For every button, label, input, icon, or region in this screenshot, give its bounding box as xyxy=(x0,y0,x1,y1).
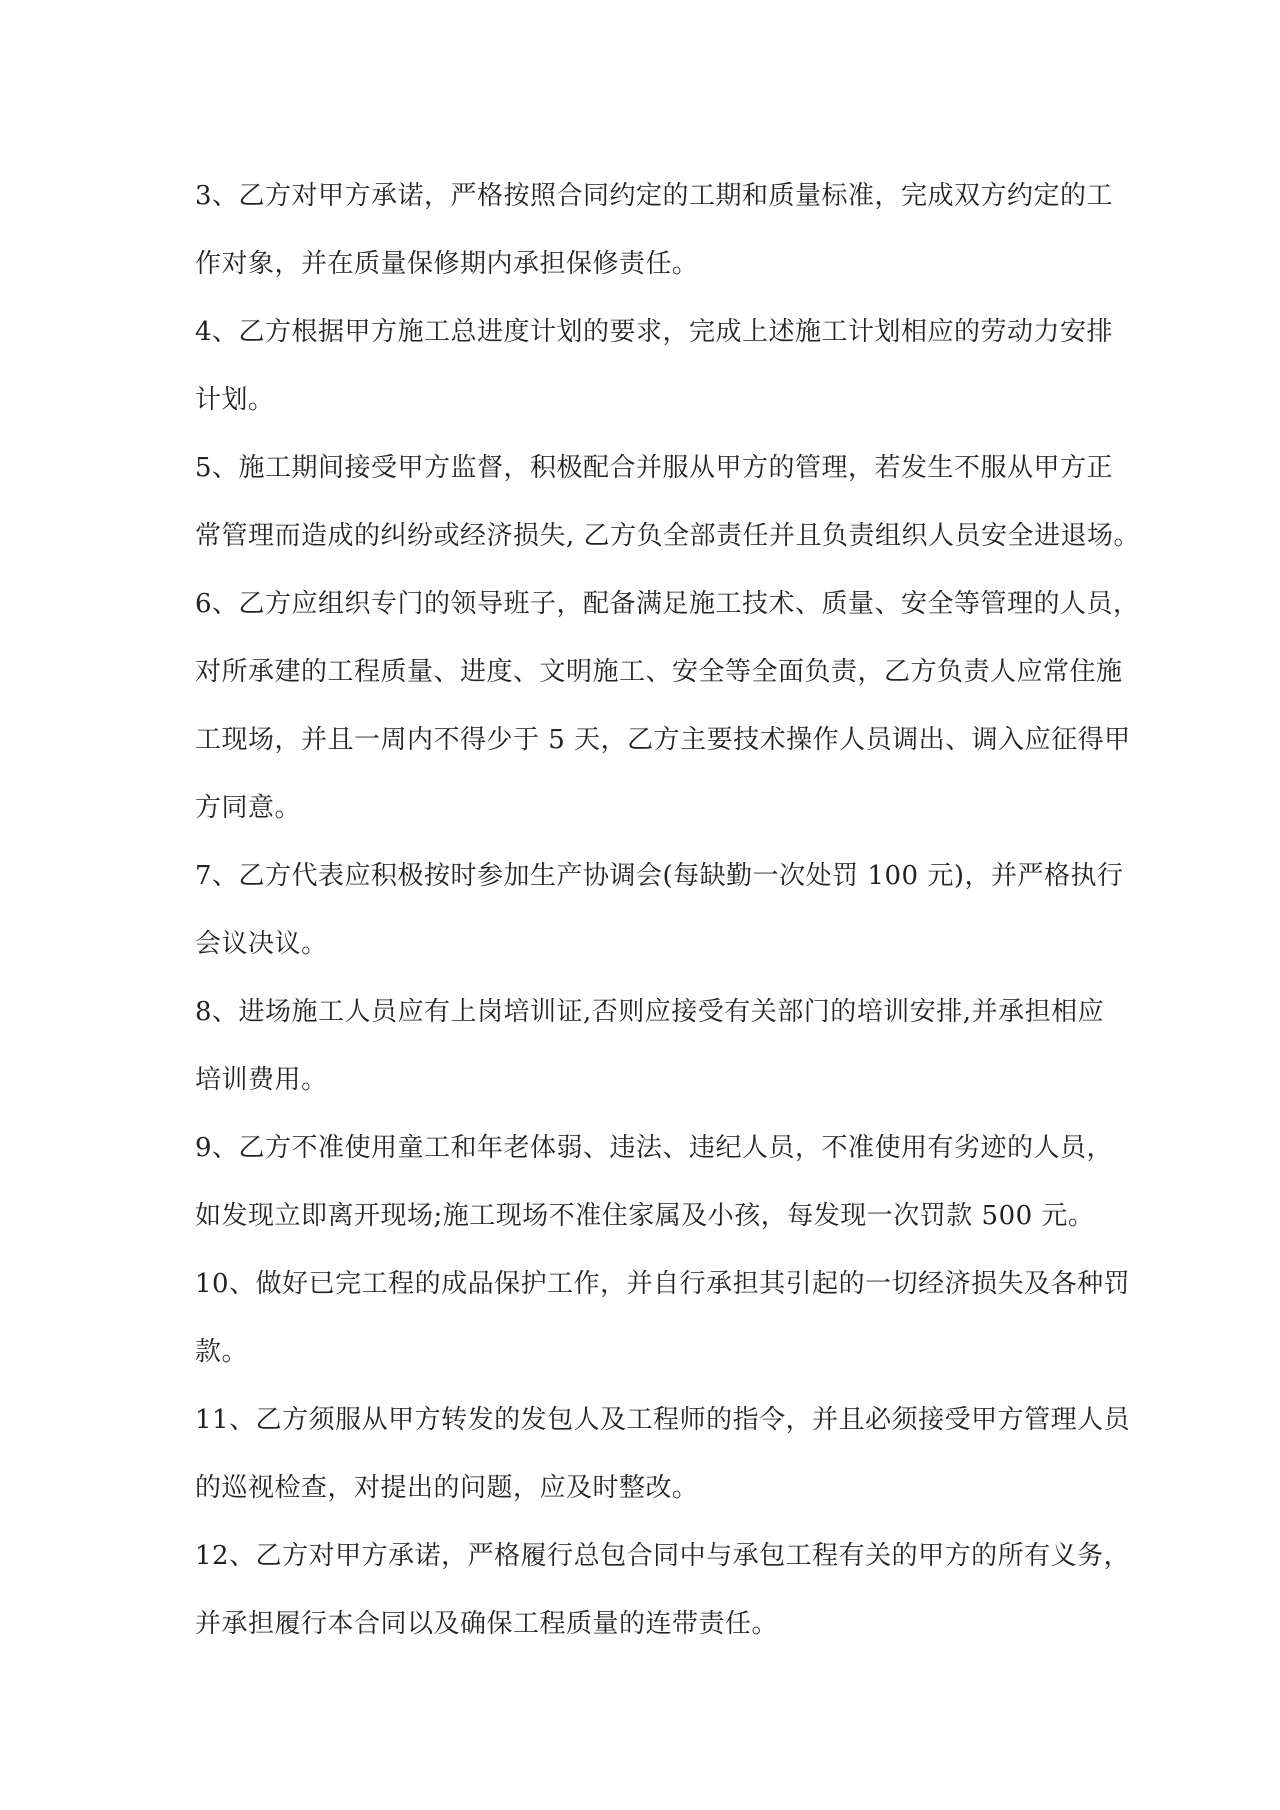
clause-line: 5、施工期间接受甲方监督，积极配合并服从甲方的管理，若发生不服从甲方正 xyxy=(195,453,1114,483)
clause-line: 9、乙方不准使用童工和年老体弱、违法、违纪人员，不准使用有劣迹的人员， xyxy=(195,1133,1114,1163)
clause-line: 方同意。 xyxy=(195,793,302,823)
clause-line: 对所承建的工程质量、进度、文明施工、安全等全面负责，乙方负责人应常住施 xyxy=(195,657,1123,687)
clause-11 xyxy=(195,1386,1131,1522)
document-body xyxy=(195,162,1141,1658)
clause-7 xyxy=(195,842,1124,978)
clause-8 xyxy=(195,978,1105,1114)
clause-line: 4、乙方根据甲方施工总进度计划的要求，完成上述施工计划相应的劳动力安排 xyxy=(195,317,1114,347)
clause-line: 8、进场施工人员应有上岗培训证,否则应接受有关部门的培训安排,并承担相应 xyxy=(195,997,1105,1027)
clause-line: 11、乙方须服从甲方转发的发包人及工程师的指令，并且必须接受甲方管理人员 xyxy=(195,1405,1131,1435)
clause-line: 常管理而造成的纠纷或经济损失, 乙方负全部责任并且负责组织人员安全进退场。 xyxy=(195,521,1141,551)
clause-line: 3、乙方对甲方承诺，严格按照合同约定的工期和质量标准，完成双方约定的工 xyxy=(195,181,1114,211)
clause-line: 计划。 xyxy=(195,385,275,415)
clause-line: 培训费用。 xyxy=(195,1065,328,1095)
clause-line: 6、乙方应组织专门的领导班子，配备满足施工技术、质量、安全等管理的人员， xyxy=(195,589,1140,619)
clause-line: 款。 xyxy=(195,1337,249,1367)
clause-line: 的巡视检查，对提出的问题，应及时整改。 xyxy=(195,1473,699,1503)
clause-3 xyxy=(195,162,1114,298)
clause-6 xyxy=(195,570,1140,842)
clause-4 xyxy=(195,298,1114,434)
clause-line: 会议决议。 xyxy=(195,929,328,959)
clause-line: 如发现立即离开现场;施工现场不准住家属及小孩，每发现一次罚款 500 元。 xyxy=(195,1201,1095,1231)
clause-9 xyxy=(195,1114,1114,1250)
clause-line: 7、乙方代表应积极按时参加生产协调会(每缺勤一次处罚 100 元)，并严格执行 xyxy=(195,861,1124,891)
clause-12 xyxy=(195,1522,1131,1658)
clause-10 xyxy=(195,1250,1131,1386)
clause-line: 工现场，并且一周内不得少于 5 天，乙方主要技术操作人员调出、调入应征得甲 xyxy=(195,725,1131,755)
clause-5 xyxy=(195,434,1141,570)
clause-line: 作对象，并在质量保修期内承担保修责任。 xyxy=(195,249,699,279)
clause-line: 并承担履行本合同以及确保工程质量的连带责任。 xyxy=(195,1609,779,1639)
clause-line: 10、做好已完工程的成品保护工作，并自行承担其引起的一切经济损失及各种罚 xyxy=(195,1269,1131,1299)
clause-line: 12、乙方对甲方承诺，严格履行总包合同中与承包工程有关的甲方的所有义务， xyxy=(195,1541,1131,1571)
